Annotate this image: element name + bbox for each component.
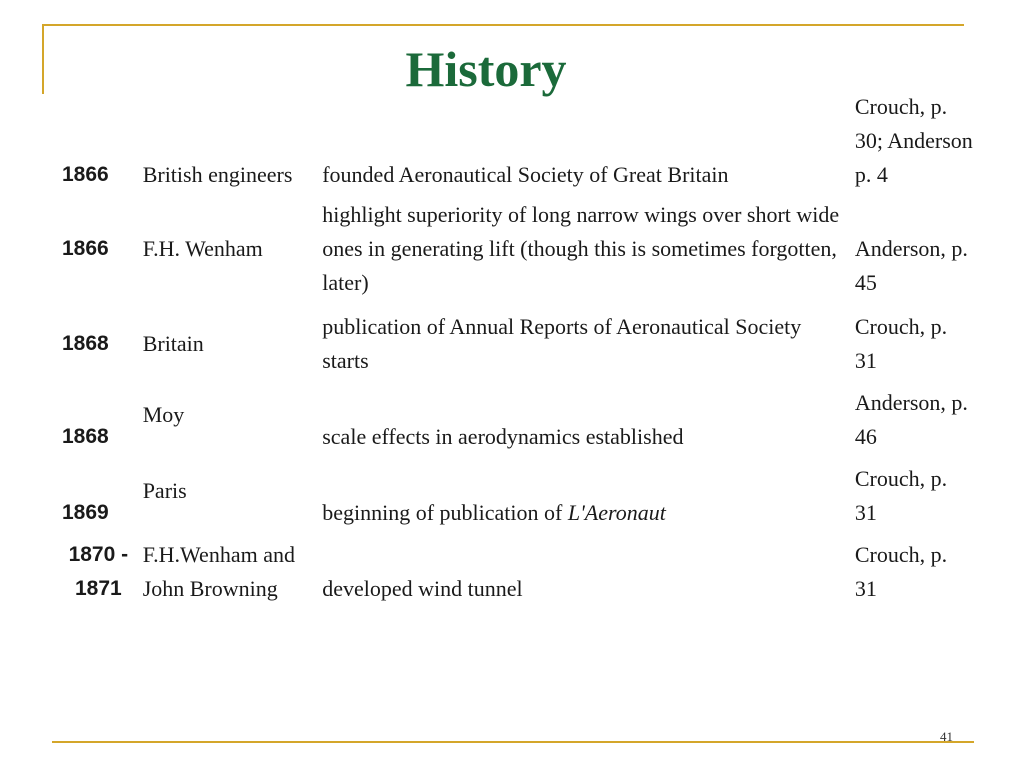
history-table xyxy=(54,90,974,606)
year-cell: 1870 - 1871 xyxy=(68,543,129,600)
who-cell: F.H.Wenham and John Browning xyxy=(142,542,295,601)
year-cell: 1868 xyxy=(62,425,109,448)
source-cell: Crouch, p. 30; Anderson p. 4 xyxy=(854,94,973,187)
year-cell: 1868 xyxy=(62,332,109,355)
who-cell: Britain xyxy=(142,331,204,356)
event-cell: publication of Annual Reports of Aeronautical Society starts xyxy=(322,314,802,373)
table-row xyxy=(54,458,974,534)
frame-top-line xyxy=(42,24,964,26)
table-row xyxy=(54,306,974,382)
table-row xyxy=(54,192,974,306)
who-cell: Paris xyxy=(142,478,187,503)
year-cell: 1866 xyxy=(62,237,109,260)
table-row xyxy=(54,382,974,458)
publication-title: L'Aeronaut xyxy=(567,500,666,525)
source-cell: Crouch, p. 31 xyxy=(854,542,948,601)
slide-title: History xyxy=(405,41,567,97)
frame-bottom-line xyxy=(52,741,974,743)
year-cell: 1869 xyxy=(62,501,109,524)
table-row xyxy=(54,90,974,192)
event-cell: scale effects in aerodynamics established xyxy=(322,424,684,449)
event-text: beginning of publication of xyxy=(322,500,568,525)
who-cell: Moy xyxy=(142,402,185,427)
source-cell: Anderson, p. 45 xyxy=(854,236,968,295)
event-cell xyxy=(314,458,847,534)
event-cell: developed wind tunnel xyxy=(322,576,523,601)
year-cell: 1866 xyxy=(62,163,109,186)
table-row xyxy=(54,534,974,606)
who-cell: British engineers xyxy=(142,162,293,187)
source-cell: Anderson, p. 46 xyxy=(854,390,968,449)
source-cell: Crouch, p. 31 xyxy=(854,466,948,525)
who-cell: F.H. Wenham xyxy=(142,236,263,261)
event-cell: highlight superiority of long narrow wings over short wide ones in generating lift (though this is sometimes forgotten, later) xyxy=(322,202,840,295)
event-cell: founded Aeronautical Society of Great Britain xyxy=(322,162,729,187)
page-number: 41 xyxy=(940,729,953,744)
source-cell: Crouch, p. 31 xyxy=(854,314,948,373)
